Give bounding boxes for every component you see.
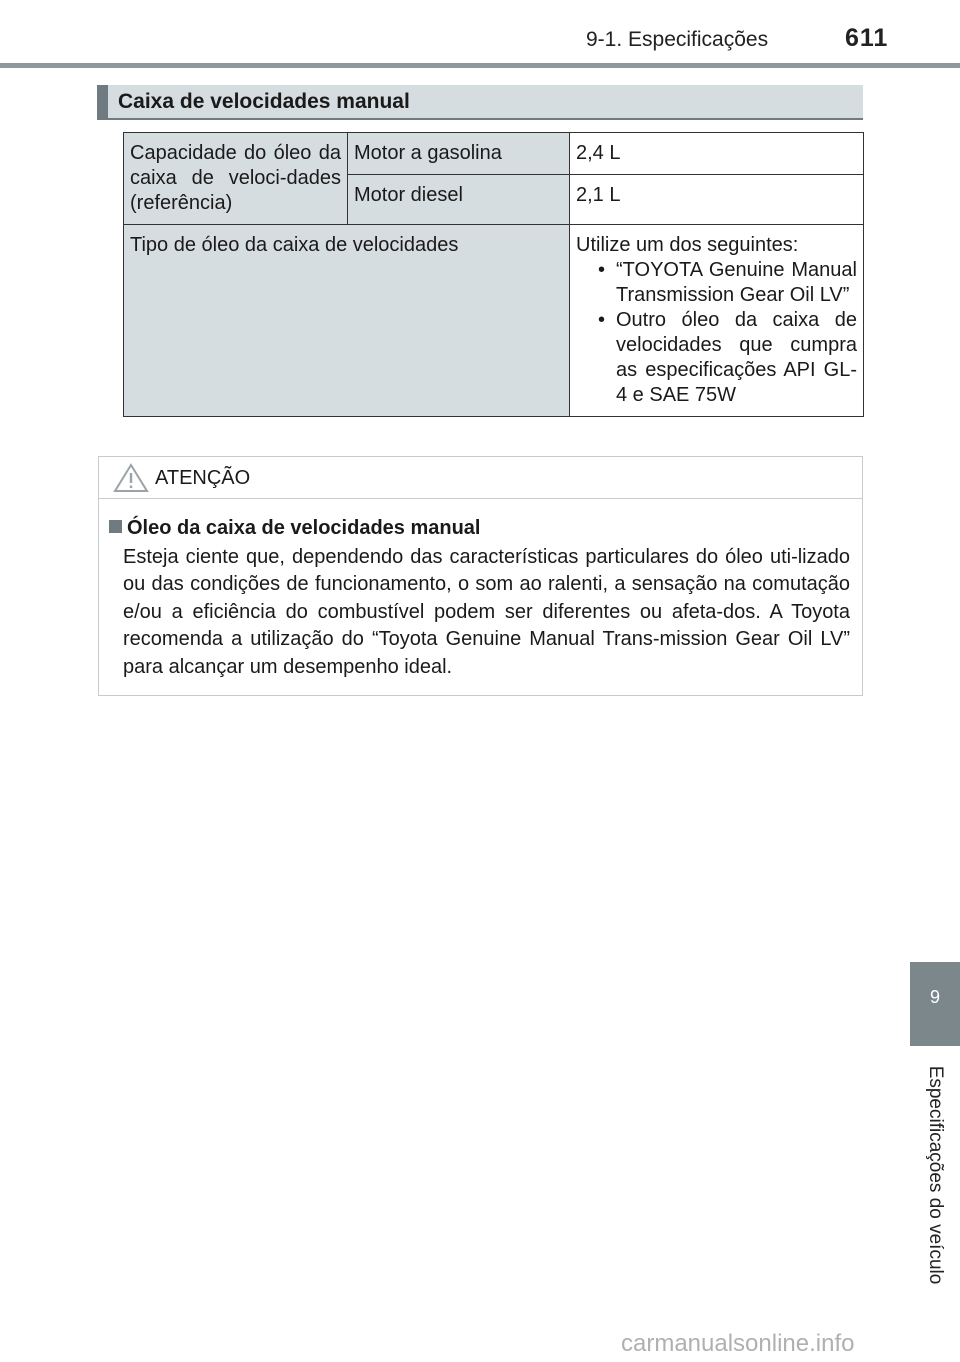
watermark: carmanualsonline.info bbox=[621, 1330, 855, 1357]
oil-type-intro: Utilize um dos seguintes: bbox=[576, 234, 799, 256]
list-item: • Outro óleo da caixa de velocidades que cumpra as especificações API GL-4 e SAE 75W bbox=[576, 308, 857, 408]
warning-subheading-text: Óleo da caixa de velocidades manual bbox=[127, 517, 481, 539]
list-item: • “TOYOTA Genuine Manual Transmission Gear Oil LV” bbox=[576, 258, 857, 308]
capacity-label: Capacidade do óleo da caixa de veloci-dades (referência) bbox=[124, 133, 348, 225]
chapter-tab bbox=[910, 962, 960, 1046]
warning-body: Esteja ciente que, dependendo das características particulares do óleo uti-lizado ou das condições de funcionamento, o som ao ralenti, a sensação na comutação e/ou a eficiência do combustível podem ser diferentes ou afeta-dos. A Toyota recomenda a utilização do “Toyota Genuine Manual Trans-mission Gear Oil LV” para alcançar um desempenho ideal. bbox=[123, 546, 850, 678]
oil-type-cell bbox=[570, 225, 864, 417]
square-bullet-icon bbox=[109, 520, 122, 533]
table-row bbox=[124, 133, 864, 175]
engine-label: Motor a gasolina bbox=[348, 133, 570, 175]
header-section-title: 9-1. Especificações bbox=[586, 28, 769, 51]
spec-table bbox=[123, 132, 864, 417]
capacity-value: 2,4 L bbox=[570, 133, 864, 175]
warning-box bbox=[98, 456, 863, 696]
capacity-value: 2,1 L bbox=[570, 175, 864, 225]
table-row bbox=[124, 225, 864, 417]
section-title-bar bbox=[97, 85, 863, 120]
chapter-label: Especificações do veículo bbox=[925, 1065, 946, 1285]
section-title: Caixa de velocidades manual bbox=[118, 90, 410, 113]
warning-subheading bbox=[109, 517, 481, 540]
chapter-number: 9 bbox=[929, 987, 940, 1007]
warning-label: ATENÇÃO bbox=[155, 467, 251, 489]
oil-type-options bbox=[576, 258, 857, 408]
header-rule bbox=[0, 63, 960, 68]
page-number: 611 bbox=[845, 24, 889, 52]
warning-header bbox=[99, 457, 862, 499]
oil-type-label: Tipo de óleo da caixa de velocidades bbox=[124, 225, 570, 417]
engine-label: Motor diesel bbox=[348, 175, 570, 225]
warning-triangle-icon bbox=[113, 463, 149, 493]
